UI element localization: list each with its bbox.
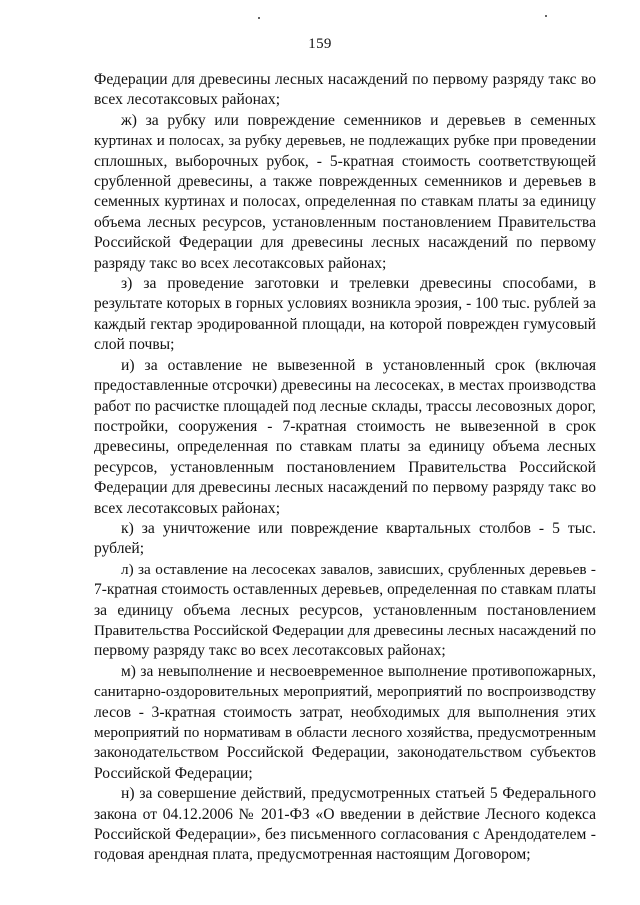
text-line: Правительства Российской Федерации для древесины лесных насаждений по — [94, 621, 596, 639]
text-line: всех лесотаксовых районах; — [94, 499, 281, 517]
text-line: разряду такс во всех лесотаксовых районах; — [94, 254, 387, 272]
text-line: результате которых в горных условиях возникла эрозия, - 100 тыс. рублей за — [94, 295, 596, 313]
page-number: 159 — [308, 36, 332, 52]
text-line: объема лесных ресурсов, установленным постановлением Правительства — [94, 213, 596, 231]
paragraph — [94, 70, 596, 111]
text-line: ж) за рубку или повреждение семенников и деревьев в семенных — [121, 111, 596, 129]
paragraph — [94, 274, 596, 356]
text-line: всех лесотаксовых районах; — [94, 91, 281, 109]
text-line: законодательством Российской Федерации, законодательством субъектов — [94, 744, 596, 762]
text-line: м) за невыполнение и несвоевременное выполнение противопожарных, — [121, 662, 596, 680]
paragraph — [94, 662, 596, 784]
scan-speck — [545, 15, 547, 17]
paragraph — [94, 111, 596, 274]
paragraph — [94, 519, 596, 560]
text-line: Федерации для древесины лесных насаждений по первому разряду такс во — [94, 479, 596, 497]
text-line: и) за оставление не вывезенной в установленный срок (включая — [121, 356, 596, 374]
scan-speck — [258, 17, 260, 19]
text-line: л) за оставление на лесосеках завалов, зависших, срубленных деревьев - — [121, 560, 596, 578]
text-line: за единицу объема лесных ресурсов, установленным постановлением — [94, 601, 596, 619]
text-line: рублей; — [94, 540, 145, 558]
text-line: древесины, определенная по ставкам платы за единицу объема лесных — [94, 438, 596, 456]
text-line: к) за уничтожение или повреждение квартальных столбов - 5 тыс. — [121, 519, 596, 537]
text-line: срубленной древесины, а также поврежденных семенников и деревьев в — [94, 173, 596, 191]
paragraph — [94, 784, 596, 866]
text-line: Российской Федерации», без письменного согласования с Арендодателем - — [94, 826, 596, 844]
text-line: Российской Федерации для древесины лесных насаждений по первому — [94, 234, 596, 252]
text-line: Федерации для древесины лесных насаждений по первому разряду такс во — [94, 71, 596, 88]
text-line: годовая арендная плата, предусмотренная настоящим Договором; — [94, 846, 531, 864]
text-line: сплошных, выборочных рубок, - 5-кратная стоимость соответствующей — [94, 152, 596, 170]
text-line: н) за совершение действий, предусмотренных статьей 5 Федерального — [121, 785, 596, 803]
paragraph — [94, 560, 596, 662]
text-line: работ по расчистке площадей под лесные склады, трассы лесовозных дорог, — [94, 397, 596, 415]
text-line: мероприятий по нормативам в области лесного хозяйства, предусмотренным — [94, 724, 596, 741]
text-line: Российской Федерации; — [94, 764, 253, 782]
text-line: куртинах и полосах, за рубку деревьев, не подлежащих рубке при проведении — [94, 133, 596, 150]
text-line: з) за проведение заготовки и трелевки древесины способами, в — [121, 275, 596, 293]
text-line: постройки, сооружения - 7-кратная стоимость не вывезенной в срок — [94, 417, 596, 435]
text-line: закона от 04.12.2006 № 201-ФЗ «О введении в действие Лесного кодекса — [94, 805, 596, 823]
text-line: слой почвы; — [94, 336, 175, 354]
document-body — [94, 70, 596, 866]
text-line: 7-кратная стоимость оставленных деревьев, определенная по ставкам платы — [94, 581, 596, 599]
text-line: предоставленные отсрочки) древесины на лесосеках, в местах производства — [94, 377, 596, 395]
text-line: каждый гектар эродированной площади, на которой поврежден гумусовый — [94, 315, 596, 333]
text-line: первому разряду такс во всех лесотаксовых районах; — [94, 642, 446, 660]
paragraph — [94, 356, 596, 519]
text-line: лесов - 3-кратная стоимость затрат, необходимых для выполнения этих — [94, 703, 596, 721]
text-line: санитарно-оздоровительных мероприятий, мероприятий по воспроизводству — [94, 683, 596, 701]
text-line: ресурсов, установленным постановлением Правительства Российской — [94, 458, 596, 476]
text-line: семенных куртинах и полосах, определенная по ставкам платы за единицу — [94, 193, 596, 211]
